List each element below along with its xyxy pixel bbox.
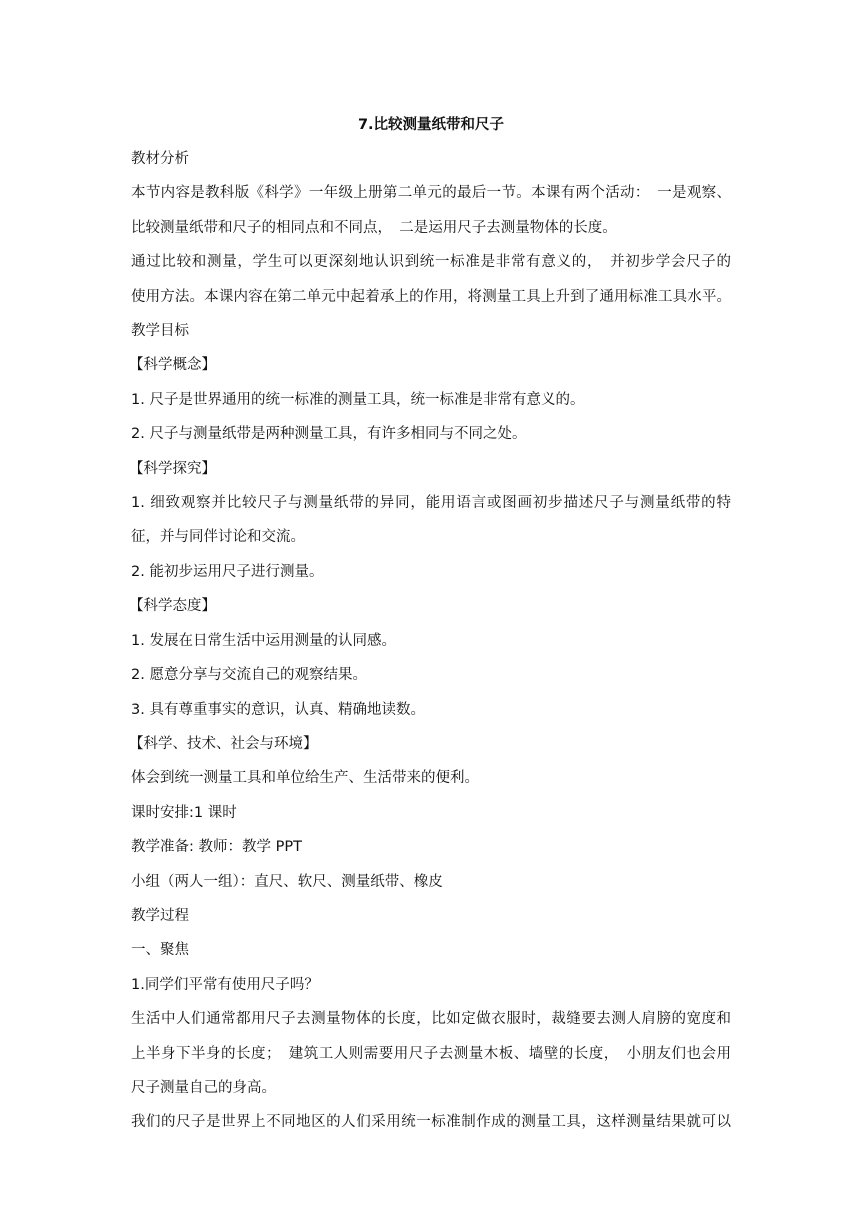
text-line: 本节内容是教科版《科学》一年级上册第二单元的最后一节。本课有两个活动： 一是观察、 — [131, 185, 731, 202]
text-line: 一、聚焦 — [131, 942, 189, 959]
text-line: 尺子测量自己的身高。 — [131, 1079, 276, 1096]
text-line: 生活中人们通常都用尺子去测量物体的长度，比如定做衣服时，裁缝要去测人肩膀的宽度和 — [131, 1011, 731, 1028]
section-heading: 【科学态度】 — [129, 598, 216, 615]
text-line: 3. 具有尊重事实的意识，认真、精确地读数。 — [131, 701, 425, 718]
text-line: 2. 能初步运用尺子进行测量。 — [131, 563, 324, 580]
text-line: 使用方法。本课内容在第二单元中起着承上的作用，将测量工具上升到了通用标准工具水平。 — [131, 288, 731, 305]
text-line: 体会到统一测量工具和单位给生产、生活带来的便利。 — [131, 770, 479, 787]
text-line: 教学过程 — [131, 907, 189, 924]
text-line: 我们的尺子是世界上不同地区的人们采用统一标准制作成的测量工具，这样测量结果就可以 — [131, 1114, 731, 1131]
text-line: 2. 愿意分享与交流自己的观察结果。 — [131, 667, 367, 684]
text-line: 上半身下半身的长度； 建筑工人则需要用尺子去测量木板、墙壁的长度， 小朋友们也会用 — [131, 1045, 731, 1062]
text-line: 1. 细致观察并比较尺子与测量纸带的异同，能用语言或图画初步描述尺子与测量纸带的特 — [131, 495, 731, 512]
section-heading: 【科学概念】 — [129, 357, 216, 374]
document-body — [131, 108, 731, 1140]
text-line: 1. 发展在日常生活中运用测量的认同感。 — [131, 632, 396, 649]
text-line: 征，并与同伴讨论和交流。 — [131, 529, 305, 546]
text-line: 教学准备: 教师：教学 PPT — [131, 839, 302, 856]
document-lines — [131, 142, 731, 1140]
section-heading: 【科学探究】 — [129, 460, 216, 477]
text-line: 1.同学们平常有使用尺子吗？ — [131, 976, 319, 993]
text-line: 2. 尺子与测量纸带是两种测量工具，有许多相同与不同之处。 — [131, 426, 527, 443]
text-line: 教材分析 — [131, 151, 189, 167]
document-title: 7.比较测量纸带和尺子 — [357, 117, 505, 133]
text-line: 比较测量纸带和尺子的相同点和不同点， 二是运用尺子去测量物体的长度。 — [131, 219, 617, 236]
section-heading: 【科学、技术、社会与环境】 — [129, 735, 318, 752]
text-line: 教学目标 — [131, 323, 189, 340]
text-line: 课时安排:1 课时 — [131, 804, 237, 821]
text-line: 小组（两人一组）：直尺、软尺、测量纸带、橡皮 — [131, 873, 443, 890]
text-line: 通过比较和测量，学生可以更深刻地认识到统一标准是非常有意义的， 并初步学会尺子的 — [131, 254, 731, 271]
text-line: 1. 尺子是世界通用的统一标准的测量工具，统一标准是非常有意义的。 — [131, 391, 585, 408]
